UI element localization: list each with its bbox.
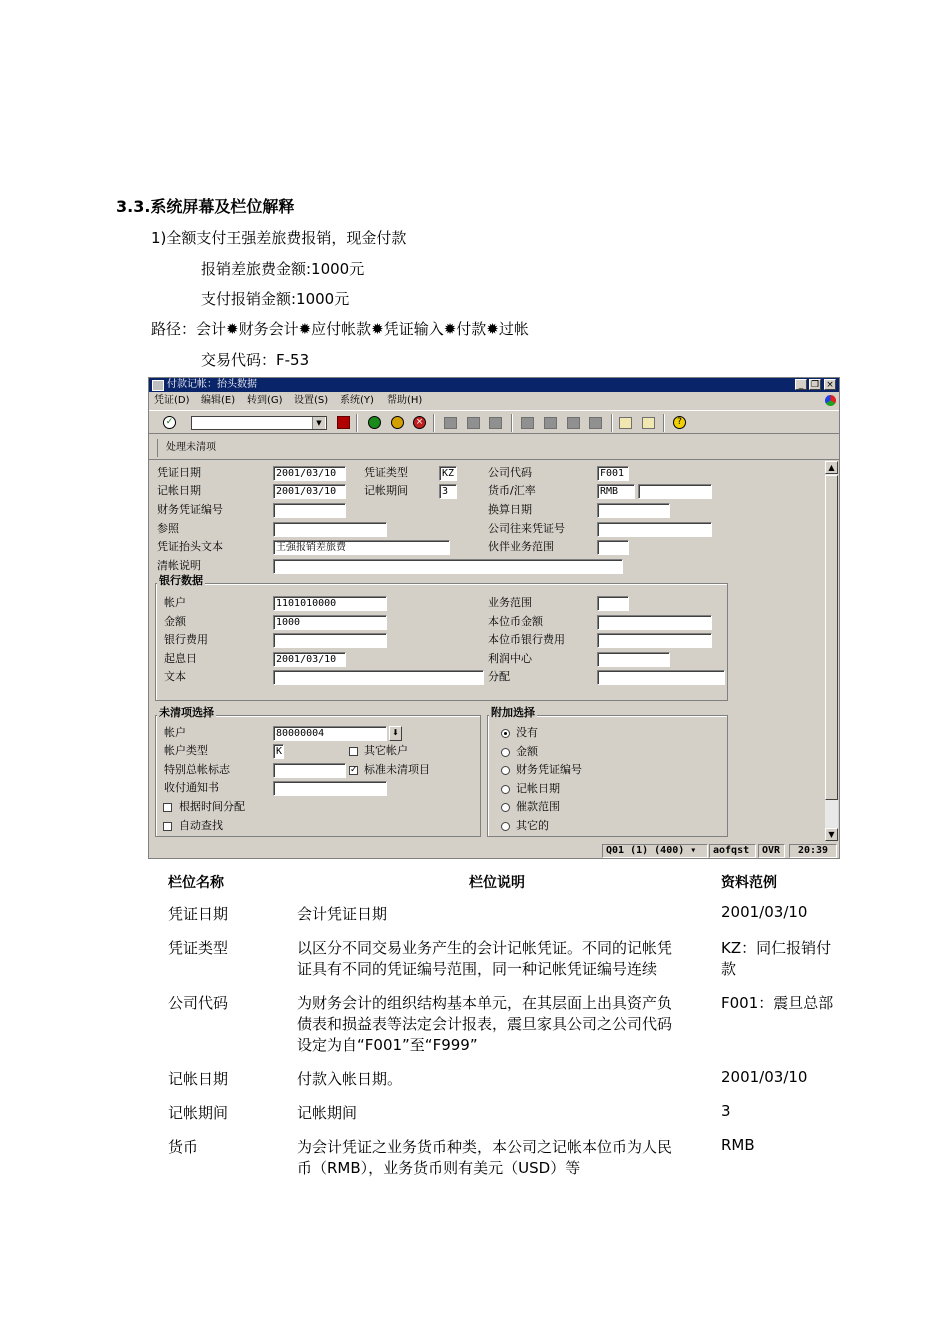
- radio-none[interactable]: [501, 729, 510, 738]
- scroll-up-icon[interactable]: ▲: [825, 461, 838, 474]
- option-dunning-area-label: 催款范围: [516, 800, 560, 813]
- previous-page-icon[interactable]: [544, 417, 557, 429]
- doc-type-field[interactable]: KZ: [439, 466, 457, 481]
- option-amount-label: 金额: [516, 745, 538, 758]
- row-name: 凭证类型: [168, 939, 229, 957]
- oi-account-field[interactable]: 80000004: [273, 726, 387, 741]
- profit-center-label: 利润中心: [488, 652, 532, 665]
- other-accounts-checkbox[interactable]: [349, 747, 358, 756]
- save-icon[interactable]: [337, 416, 350, 429]
- sap-logo-icon: [825, 395, 836, 406]
- window-title: 付款记帐：抬头数据: [167, 379, 257, 390]
- menu-item-goto[interactable]: 转到(G): [247, 395, 283, 406]
- standard-oi-checkbox[interactable]: ✓: [350, 765, 358, 775]
- oi-account-label: 帐户: [164, 726, 186, 739]
- reference-field[interactable]: [273, 522, 387, 537]
- last-page-icon[interactable]: [589, 417, 602, 429]
- text-field[interactable]: [273, 670, 484, 685]
- value-help-icon[interactable]: ⬇: [389, 726, 402, 741]
- vertical-scrollbar[interactable]: [825, 461, 838, 841]
- amount-line-1: 报销差旅费金额:1000元: [201, 260, 365, 278]
- doc-type-label: 凭证类型: [364, 466, 408, 479]
- row-example: KZ：同仁报销付: [721, 939, 832, 957]
- bank-account-label: 帐户: [164, 596, 186, 609]
- section-heading: 3.3.系统屏幕及栏位解释: [116, 197, 295, 216]
- row-desc: 为财务会计的组织结构基本单元，在其层面上出具资产负: [297, 994, 673, 1012]
- find-next-icon[interactable]: [489, 417, 502, 429]
- translation-date-field[interactable]: [597, 503, 670, 518]
- row-desc: 债表和损益表等法定会计报表，震旦家具公司之公司代码: [297, 1015, 673, 1033]
- application-toolbar: [149, 435, 839, 460]
- system-info-text: Q01 (1) (400): [606, 845, 685, 856]
- row-name: 凭证日期: [168, 905, 229, 923]
- amount-line-2: 支付报销金额:1000元: [201, 290, 350, 308]
- text-label: 文本: [164, 670, 186, 683]
- doc-date-field[interactable]: 2001/03/10: [273, 466, 346, 481]
- bank-charges-field[interactable]: [273, 633, 387, 648]
- option-doc-number-label: 财务凭证编号: [516, 763, 582, 776]
- menu-item-help[interactable]: 帮助(H): [387, 395, 423, 406]
- clock: 20:39: [789, 844, 837, 858]
- exchange-rate-field[interactable]: [638, 484, 712, 499]
- col-header-name: 栏位名称: [168, 875, 224, 891]
- lc-amount-field[interactable]: [597, 615, 712, 630]
- row-example: 款: [721, 960, 737, 978]
- special-gl-label: 特别总帐标志: [164, 763, 230, 776]
- radio-others[interactable]: [501, 822, 510, 831]
- row-desc: 币（RMB），业务货币则有美元（USD）等: [297, 1159, 581, 1177]
- posting-date-field[interactable]: 2001/03/10: [273, 484, 346, 499]
- lc-bank-charges-label: 本位币银行费用: [488, 633, 565, 646]
- menu-item-system[interactable]: 系统(Y): [340, 395, 374, 406]
- option-none-label: 没有: [516, 726, 538, 739]
- row-name: 记帐日期: [168, 1070, 229, 1088]
- clearing-text-field[interactable]: [273, 559, 623, 574]
- row-name: 公司代码: [168, 994, 229, 1012]
- menu-item-edit[interactable]: 编辑(E): [201, 395, 236, 406]
- business-area-field[interactable]: [597, 596, 629, 611]
- row-name: 记帐期间: [168, 1104, 229, 1122]
- company-code-label: 公司代码: [488, 466, 532, 479]
- first-page-icon[interactable]: [521, 417, 534, 429]
- row-desc: 会计凭证日期: [297, 905, 388, 923]
- scroll-down-icon[interactable]: ▼: [825, 828, 838, 841]
- option-posting-date-label: 记帐日期: [516, 782, 560, 795]
- reference-label: 参照: [157, 522, 179, 535]
- period-field[interactable]: 3: [439, 484, 457, 499]
- bank-account-field[interactable]: 1101010000: [273, 596, 387, 611]
- other-accounts-label: 其它帐户: [364, 744, 408, 757]
- row-name: 货币: [168, 1138, 199, 1156]
- enter-check-icon[interactable]: ✓: [163, 416, 176, 429]
- col-header-desc: 栏位说明: [469, 875, 525, 891]
- header-text-field[interactable]: 王强报销差旅费: [273, 540, 450, 555]
- account-type-field[interactable]: K: [273, 744, 284, 759]
- currency-field[interactable]: RMB: [597, 484, 635, 499]
- create-session-icon[interactable]: [619, 417, 632, 429]
- account-type-label: 帐户类型: [164, 744, 208, 757]
- posting-date-label: 记帐日期: [157, 484, 201, 497]
- ic-doc-label: 公司往来凭证号: [488, 522, 565, 535]
- additional-selection-title: 附加选择: [491, 706, 535, 719]
- radio-posting-date[interactable]: [501, 785, 510, 794]
- ic-doc-field[interactable]: [597, 522, 712, 537]
- row-desc: 设定为自“F001”至“F999”: [297, 1036, 478, 1054]
- payment-advice-field[interactable]: [273, 781, 387, 796]
- auto-search-checkbox[interactable]: [163, 822, 172, 831]
- restore-icon[interactable]: ❐: [810, 380, 820, 390]
- distribute-by-age-checkbox[interactable]: [163, 803, 172, 812]
- scroll-thumb[interactable]: [825, 475, 838, 800]
- shortcut-icon[interactable]: [642, 417, 655, 429]
- window-titlebar: [149, 378, 839, 392]
- row-desc: 为会计凭证之业务货币种类，本公司之记帐本位币为人民: [297, 1138, 673, 1156]
- find-icon[interactable]: [467, 417, 480, 429]
- company-code-field[interactable]: F001: [597, 466, 629, 481]
- radio-doc-number[interactable]: [501, 766, 510, 775]
- menu-item-settings[interactable]: 设置(S): [294, 395, 329, 406]
- amount-field[interactable]: 1000: [273, 615, 387, 630]
- doc-date-label: 凭证日期: [157, 466, 201, 479]
- translation-date-label: 换算日期: [488, 503, 532, 516]
- row-example: 2001/03/10: [721, 1068, 808, 1086]
- profit-center-field[interactable]: [597, 652, 670, 667]
- period-label: 记帐期间: [364, 484, 408, 497]
- radio-amount[interactable]: [501, 748, 510, 757]
- bank-data-title: 银行数据: [159, 574, 203, 587]
- value-date-label: 起息日: [164, 652, 197, 665]
- row-desc: 记帐期间: [297, 1104, 358, 1122]
- transaction-code: 交易代码：F-53: [201, 351, 310, 369]
- lc-bank-charges-field[interactable]: [597, 633, 712, 648]
- row-desc: 证具有不同的凭证编号范围，同一种记帐凭证编号连续: [297, 960, 658, 978]
- row-desc: 付款入帐日期。: [297, 1070, 403, 1088]
- exit-icon[interactable]: [391, 416, 404, 429]
- business-area-label: 业务范围: [488, 596, 532, 609]
- chevron-down-icon[interactable]: ▼: [312, 417, 325, 429]
- server-name: aofqst: [709, 844, 756, 858]
- amount-label: 金额: [164, 615, 186, 628]
- value-date-field[interactable]: 2001/03/10: [273, 652, 346, 667]
- status-bar: [149, 842, 839, 859]
- clearing-text-label: 清帐说明: [157, 559, 201, 572]
- menu-bar: [149, 393, 839, 409]
- distribute-by-age-label: 根据时间分配: [179, 800, 245, 813]
- header-text-label: 凭证抬头文本: [157, 540, 223, 553]
- scenario-item: 1)全额支付王强差旅费报销，现金付款: [151, 229, 407, 247]
- row-example: RMB: [721, 1136, 755, 1154]
- row-desc: 以区分不同交易业务产生的会计记帐凭证。不同的记帐凭: [297, 939, 673, 957]
- menu-item-document[interactable]: 凭证(D): [154, 395, 190, 406]
- standard-toolbar: [149, 410, 839, 434]
- radio-dunning-area[interactable]: [501, 803, 510, 812]
- cancel-icon[interactable]: ×: [413, 416, 426, 429]
- window-app-icon: [152, 380, 164, 391]
- lc-amount-label: 本位币金额: [488, 615, 543, 628]
- system-info[interactable]: Q01 (1) (400) ▾: [602, 844, 708, 858]
- sap-window: [148, 377, 840, 859]
- col-header-example: 资料范例: [721, 875, 777, 891]
- insert-mode: OVR: [758, 844, 785, 858]
- minimize-icon[interactable]: _: [795, 379, 807, 390]
- next-page-icon[interactable]: [567, 417, 580, 429]
- option-others-label: 其它的: [516, 819, 549, 832]
- row-example: 2001/03/10: [721, 903, 808, 921]
- open-item-selection-title: 未清项选择: [159, 706, 214, 719]
- standard-oi-label: 标准未清项目: [364, 763, 430, 776]
- close-icon[interactable]: ×: [824, 379, 836, 390]
- command-field[interactable]: [191, 416, 327, 430]
- trading-partner-label: 伙伴业务范围: [488, 540, 554, 553]
- assignment-field[interactable]: [597, 670, 725, 685]
- payment-advice-label: 收付通知书: [164, 781, 219, 794]
- trading-partner-field[interactable]: [597, 540, 629, 555]
- auto-search-label: 自动查找: [179, 819, 223, 832]
- doc-number-field[interactable]: [273, 503, 346, 518]
- form-area: [149, 461, 825, 841]
- row-example: 3: [721, 1102, 731, 1120]
- print-icon[interactable]: [444, 417, 457, 429]
- row-example: F001：震旦总部: [721, 994, 834, 1012]
- back-icon[interactable]: [368, 416, 381, 429]
- menu-path: 路径：会计✹财务会计✹应付帐款✹凭证输入✹付款✹过帐: [151, 320, 529, 338]
- help-icon[interactable]: ?: [673, 416, 686, 429]
- assignment-label: 分配: [488, 670, 510, 683]
- special-gl-field[interactable]: [273, 763, 346, 778]
- doc-number-label: 财务凭证编号: [157, 503, 223, 516]
- process-open-items-button[interactable]: 处理未清项: [157, 439, 224, 457]
- currency-label: 货币/汇率: [488, 484, 536, 497]
- bank-charges-label: 银行费用: [164, 633, 208, 646]
